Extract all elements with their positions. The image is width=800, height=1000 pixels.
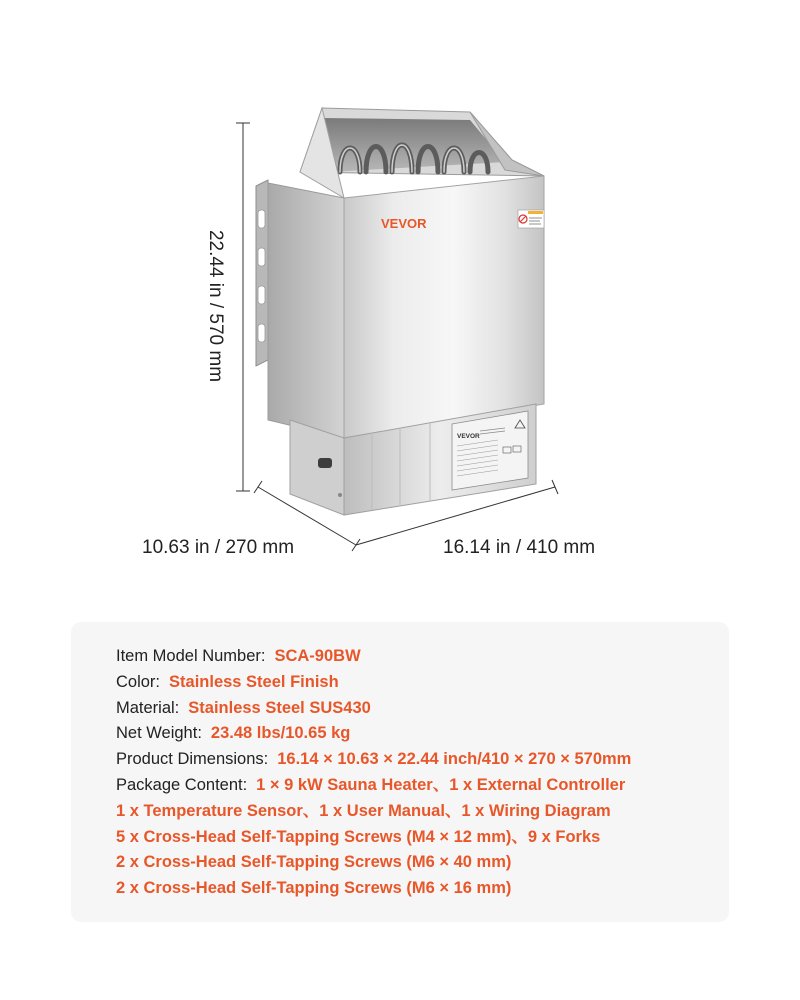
depth-tick-left <box>254 481 262 493</box>
spec-value: 23.48 lbs/10.65 kg <box>210 724 351 743</box>
svg-text:VEVOR: VEVOR <box>457 433 480 440</box>
spec-value: 16.14 × 10.63 × 22.44 inch/410 × 270 × 570mm <box>277 750 632 769</box>
spec-key: Package Content: <box>116 775 248 794</box>
depth-dimension-label: 10.63 in / 270 mm <box>142 537 295 558</box>
heater-side-panel <box>268 183 344 438</box>
heater-front-panel <box>344 176 544 438</box>
spec-key: Item Model Number: <box>116 647 266 665</box>
spec-key: Net Weight: <box>116 724 202 743</box>
spec-value: SCA-90BW <box>274 647 361 665</box>
spec-list <box>116 644 631 902</box>
package-item-line: 2 x Cross-Head Self-Tapping Screws (M6 × 16 mm) <box>116 879 512 898</box>
spec-card <box>71 622 729 922</box>
rating-label <box>452 411 528 490</box>
width-dimension-label: 16.14 in / 410 mm <box>443 537 596 558</box>
spec-row-color <box>116 670 631 696</box>
spec-row-package <box>116 773 631 799</box>
spec-key: Color: <box>116 672 161 691</box>
spec-row-weight <box>116 721 631 747</box>
spec-value: 1 × 9 kW Sauna Heater、1 x External Controller <box>256 775 626 794</box>
spec-value: Stainless Steel Finish <box>169 672 339 691</box>
package-item-line: 1 x Temperature Sensor、1 x User Manual、1 x Wiring Diagram <box>116 801 611 820</box>
mounting-bracket <box>256 180 268 366</box>
width-tick-right <box>552 480 558 494</box>
spec-key: Material: <box>116 698 180 717</box>
spec-value: Stainless Steel SUS430 <box>188 698 371 717</box>
spec-row-dimensions <box>116 747 631 773</box>
spec-row-material <box>116 696 631 722</box>
spec-key: Product Dimensions: <box>116 750 269 769</box>
package-item-line: 5 x Cross-Head Self-Tapping Screws (M4 × 12 mm)、9 x Forks <box>116 827 601 846</box>
cable-gland-icon <box>318 458 332 468</box>
warning-sticker-icon <box>518 210 544 228</box>
brand-logo: VEVOR <box>381 216 427 231</box>
spec-row-model <box>116 644 631 670</box>
height-dimension-label: 22.44 in / 570 mm <box>205 229 226 383</box>
package-item-line: 2 x Cross-Head Self-Tapping Screws (M6 × 40 mm) <box>116 853 512 872</box>
